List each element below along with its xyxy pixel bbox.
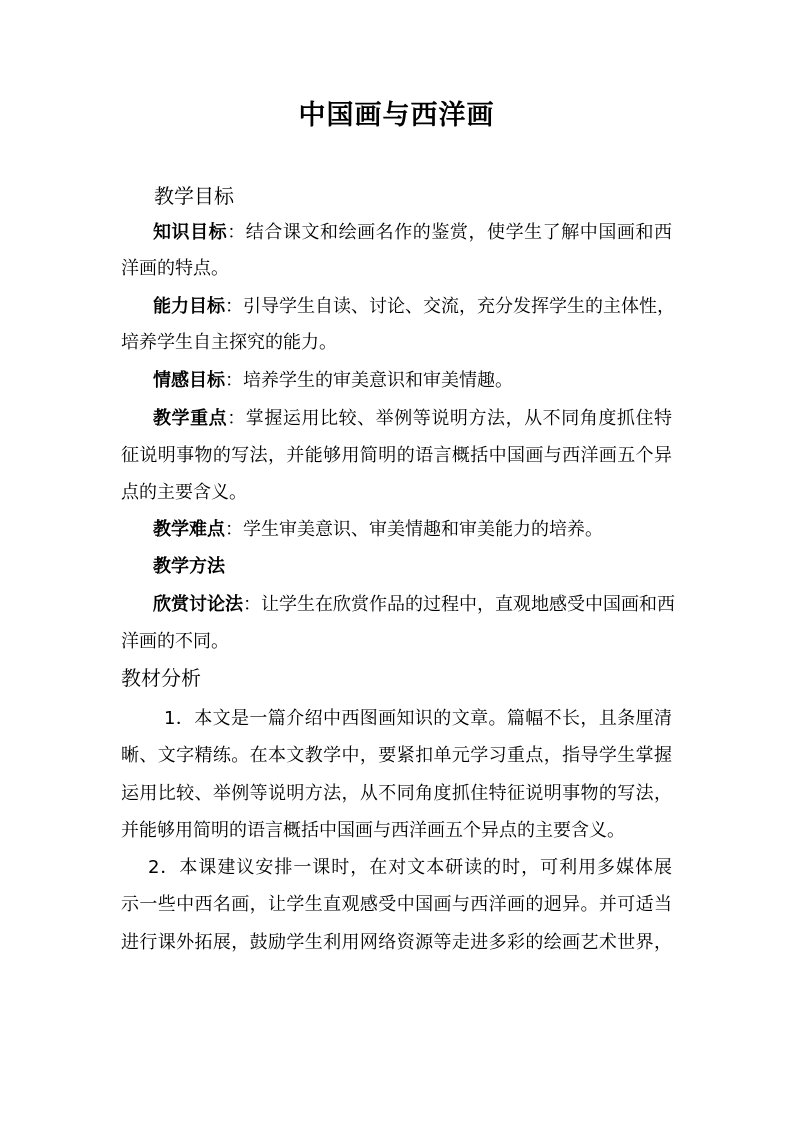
appreciation-method-text: ：让学生在欣赏作品的过程中，直观地感受中国画和西 — [243, 594, 675, 615]
material-item-1-line-2: 晰、文字精练。在本文教学中，要紧扣单元学习重点，指导学生掌握 — [121, 745, 672, 766]
material-item-1-line-3: 运用比较、举例等说明方法，从不同角度抓住特征说明事物的写法， — [121, 783, 672, 804]
emotion-goal-line-1 — [153, 368, 513, 394]
difficulties-text: ：学生审美意识、审美情趣和审美能力的培养。 — [225, 519, 603, 540]
appreciation-method-label: 欣赏讨论法 — [153, 594, 243, 615]
key-points-text: ：掌握运用比较、举例等说明方法，从不同角度抓住特 — [227, 408, 673, 429]
key-points-line-3: 点的主要含义。 — [121, 482, 247, 503]
section-heading-teaching-goals: 教学目标 — [154, 184, 234, 208]
knowledge-goal-line-2: 洋画的特点。 — [121, 258, 229, 279]
material-item-2-line-2: 示一些中西名画，让学生直观感受中国画与西洋画的迥异。并可适当 — [121, 894, 672, 915]
emotion-goal-label: 情感目标 — [153, 370, 225, 391]
material-item-2-line-3: 进行课外拓展，鼓励学生利用网络资源等走进多彩的绘画艺术世界， — [121, 932, 672, 953]
appreciation-method-line-1 — [153, 592, 675, 618]
section-heading-material-analysis: 教材分析 — [121, 666, 201, 690]
ability-goal-line-1 — [153, 294, 675, 320]
ability-goal-line-2: 培养学生自主探究的能力。 — [121, 332, 337, 353]
knowledge-goal-text: ：结合课文和绘画名作的鉴赏，使学生了解中国画和西 — [227, 222, 673, 243]
document-title: 中国画与西洋画 — [298, 100, 495, 131]
ability-goal-label: 能力目标 — [153, 296, 225, 317]
emotion-goal-text: ：培养学生的审美意识和审美情趣。 — [225, 370, 513, 391]
key-points-label: 教学重点 — [153, 408, 228, 429]
difficulties-line-1 — [153, 517, 603, 543]
material-item-1-line-4: 并能够用简明的语言概括中国画与西洋画五个异点的主要含义。 — [121, 820, 625, 841]
section-heading-teaching-method — [153, 554, 225, 580]
material-item-1-line-1: 1．本文是一篇介绍中西图画知识的文章。篇幅不长，且条厘清 — [164, 708, 672, 729]
material-item-2-line-1: 2．本课建议安排一课时，在对文本研读的时，可利用多媒体展 — [148, 857, 672, 878]
appreciation-method-line-2: 洋画的不同。 — [121, 631, 229, 652]
difficulties-label: 教学难点 — [153, 519, 225, 540]
knowledge-goal-line-1 — [153, 220, 672, 246]
knowledge-goal-label: 知识目标 — [153, 222, 228, 243]
key-points-line-2: 征说明事物的写法，并能够用简明的语言概括中国画与西洋画五个异 — [121, 445, 672, 466]
ability-goal-text: ：引导学生自读、讨论、交流，充分发挥学生的主体性， — [225, 296, 675, 317]
key-points-line-1 — [153, 406, 672, 432]
teaching-method-heading: 教学方法 — [153, 556, 225, 577]
